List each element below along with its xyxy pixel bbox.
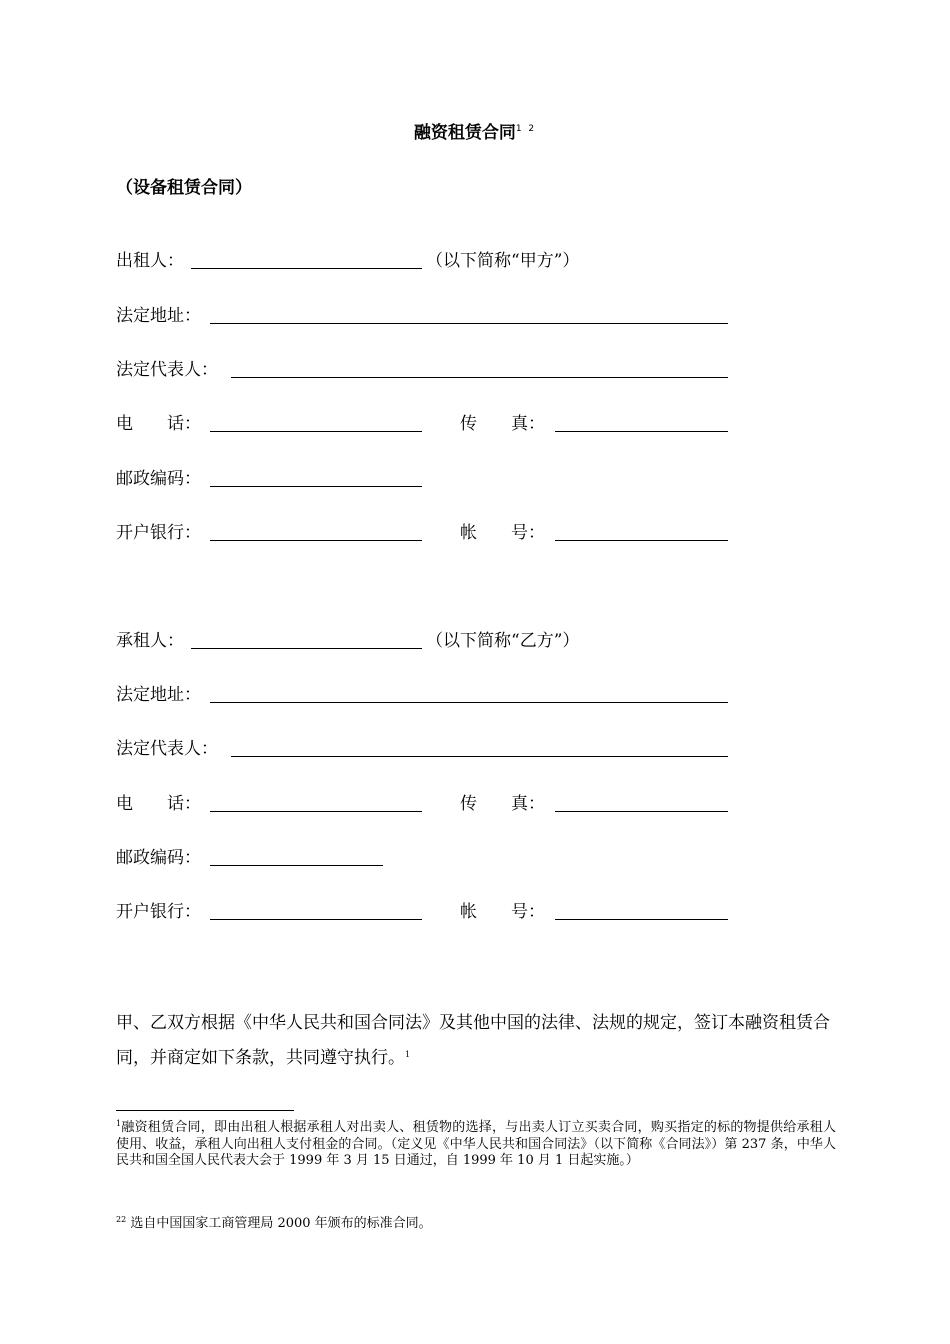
footnote-1-mark: 1 [116, 1119, 122, 1128]
lessor-postcode-label: 邮政编码： [116, 469, 201, 489]
lessee-phone-field[interactable] [210, 811, 422, 812]
lessee-name-label: 承租人： [116, 631, 184, 651]
lessee-name-suffix: （以下简称“乙方”） [426, 631, 580, 651]
lessee-postcode-label: 邮政编码： [116, 848, 201, 868]
footnote-1 [116, 1116, 836, 1170]
lessor-name-row [116, 249, 184, 273]
lessee-rep-field[interactable] [231, 756, 728, 757]
lessee-bank-field[interactable] [210, 919, 422, 920]
title-footnote-marks: 1 2 [515, 124, 537, 134]
lessor-name-label: 出租人： [116, 251, 184, 271]
footnote-2-mark: 22 [116, 1215, 127, 1224]
lessor-address-field[interactable] [210, 323, 728, 324]
document-title: 融资租赁合同$^{1 2}$ [413, 123, 537, 143]
lessee-phone-label: 电 话： [116, 794, 201, 814]
preamble-text: 甲、乙双方根据《中华人民共和国合同法》及其他中国的法律、法规的规定，签订本融资租赁合同，并商定如下条款，共同遵守执行。 [116, 1013, 830, 1068]
lessee-bank-label: 开户银行： [116, 902, 201, 922]
lessor-postcode-field[interactable] [210, 486, 422, 487]
preamble-paragraph [116, 1008, 836, 1074]
lessee-fax-label: 传 真： [460, 794, 545, 814]
lessor-phone-label: 电 话： [116, 414, 201, 434]
lessor-rep-field[interactable] [231, 377, 728, 378]
preamble-footnote-mark: 1 [405, 1050, 411, 1059]
lessor-fax-label: 传 真： [460, 414, 545, 434]
lessor-account-field[interactable] [555, 540, 728, 541]
lessee-postcode-field[interactable] [210, 865, 383, 866]
lessor-address-label: 法定地址： [116, 306, 201, 326]
lessee-address-label: 法定地址： [116, 685, 201, 705]
lessor-name-field[interactable] [191, 268, 422, 269]
document-subtitle: （设备租赁合同） [116, 178, 252, 198]
lessee-fax-field[interactable] [555, 811, 728, 812]
footnote-2-text: 选自中国国家工商管理局 2000 年颁布的标准合同。 [126, 1216, 432, 1231]
lessor-phone-field[interactable] [210, 431, 422, 432]
lessee-rep-label: 法定代表人： [116, 739, 218, 759]
lessor-account-label: 帐 号： [460, 523, 545, 543]
lessor-rep-label: 法定代表人： [116, 360, 218, 380]
footnote-separator [116, 1110, 294, 1111]
lessee-account-label: 帐 号： [460, 902, 545, 922]
lessee-name-row [116, 629, 184, 653]
lessee-name-field[interactable] [191, 648, 422, 649]
footnote-1-text: 融资租赁合同，即由出租人根据承租人对出卖人、租赁物的选择，与出卖人订立买卖合同，购买指定的标的物提供给承租人使用、收益，承租人向出租人支付租金的合同。（定义见《中华人民共和国合同法》（以下简称《合同法》）第 237 条，中华人民共和国全国人民代表大会于 1999 年 3 月 15 日通过，自 1999 年 10 月 1 日起实施。） [116, 1120, 836, 1168]
lessor-fax-field[interactable] [555, 431, 728, 432]
lessee-address-field[interactable] [210, 702, 728, 703]
lessee-account-field[interactable] [555, 919, 728, 920]
lessor-bank-field[interactable] [210, 540, 422, 541]
lessor-name-suffix: （以下简称“甲方”） [426, 251, 580, 271]
lessor-bank-label: 开户银行： [116, 523, 201, 543]
footnote-2 [116, 1211, 432, 1233]
